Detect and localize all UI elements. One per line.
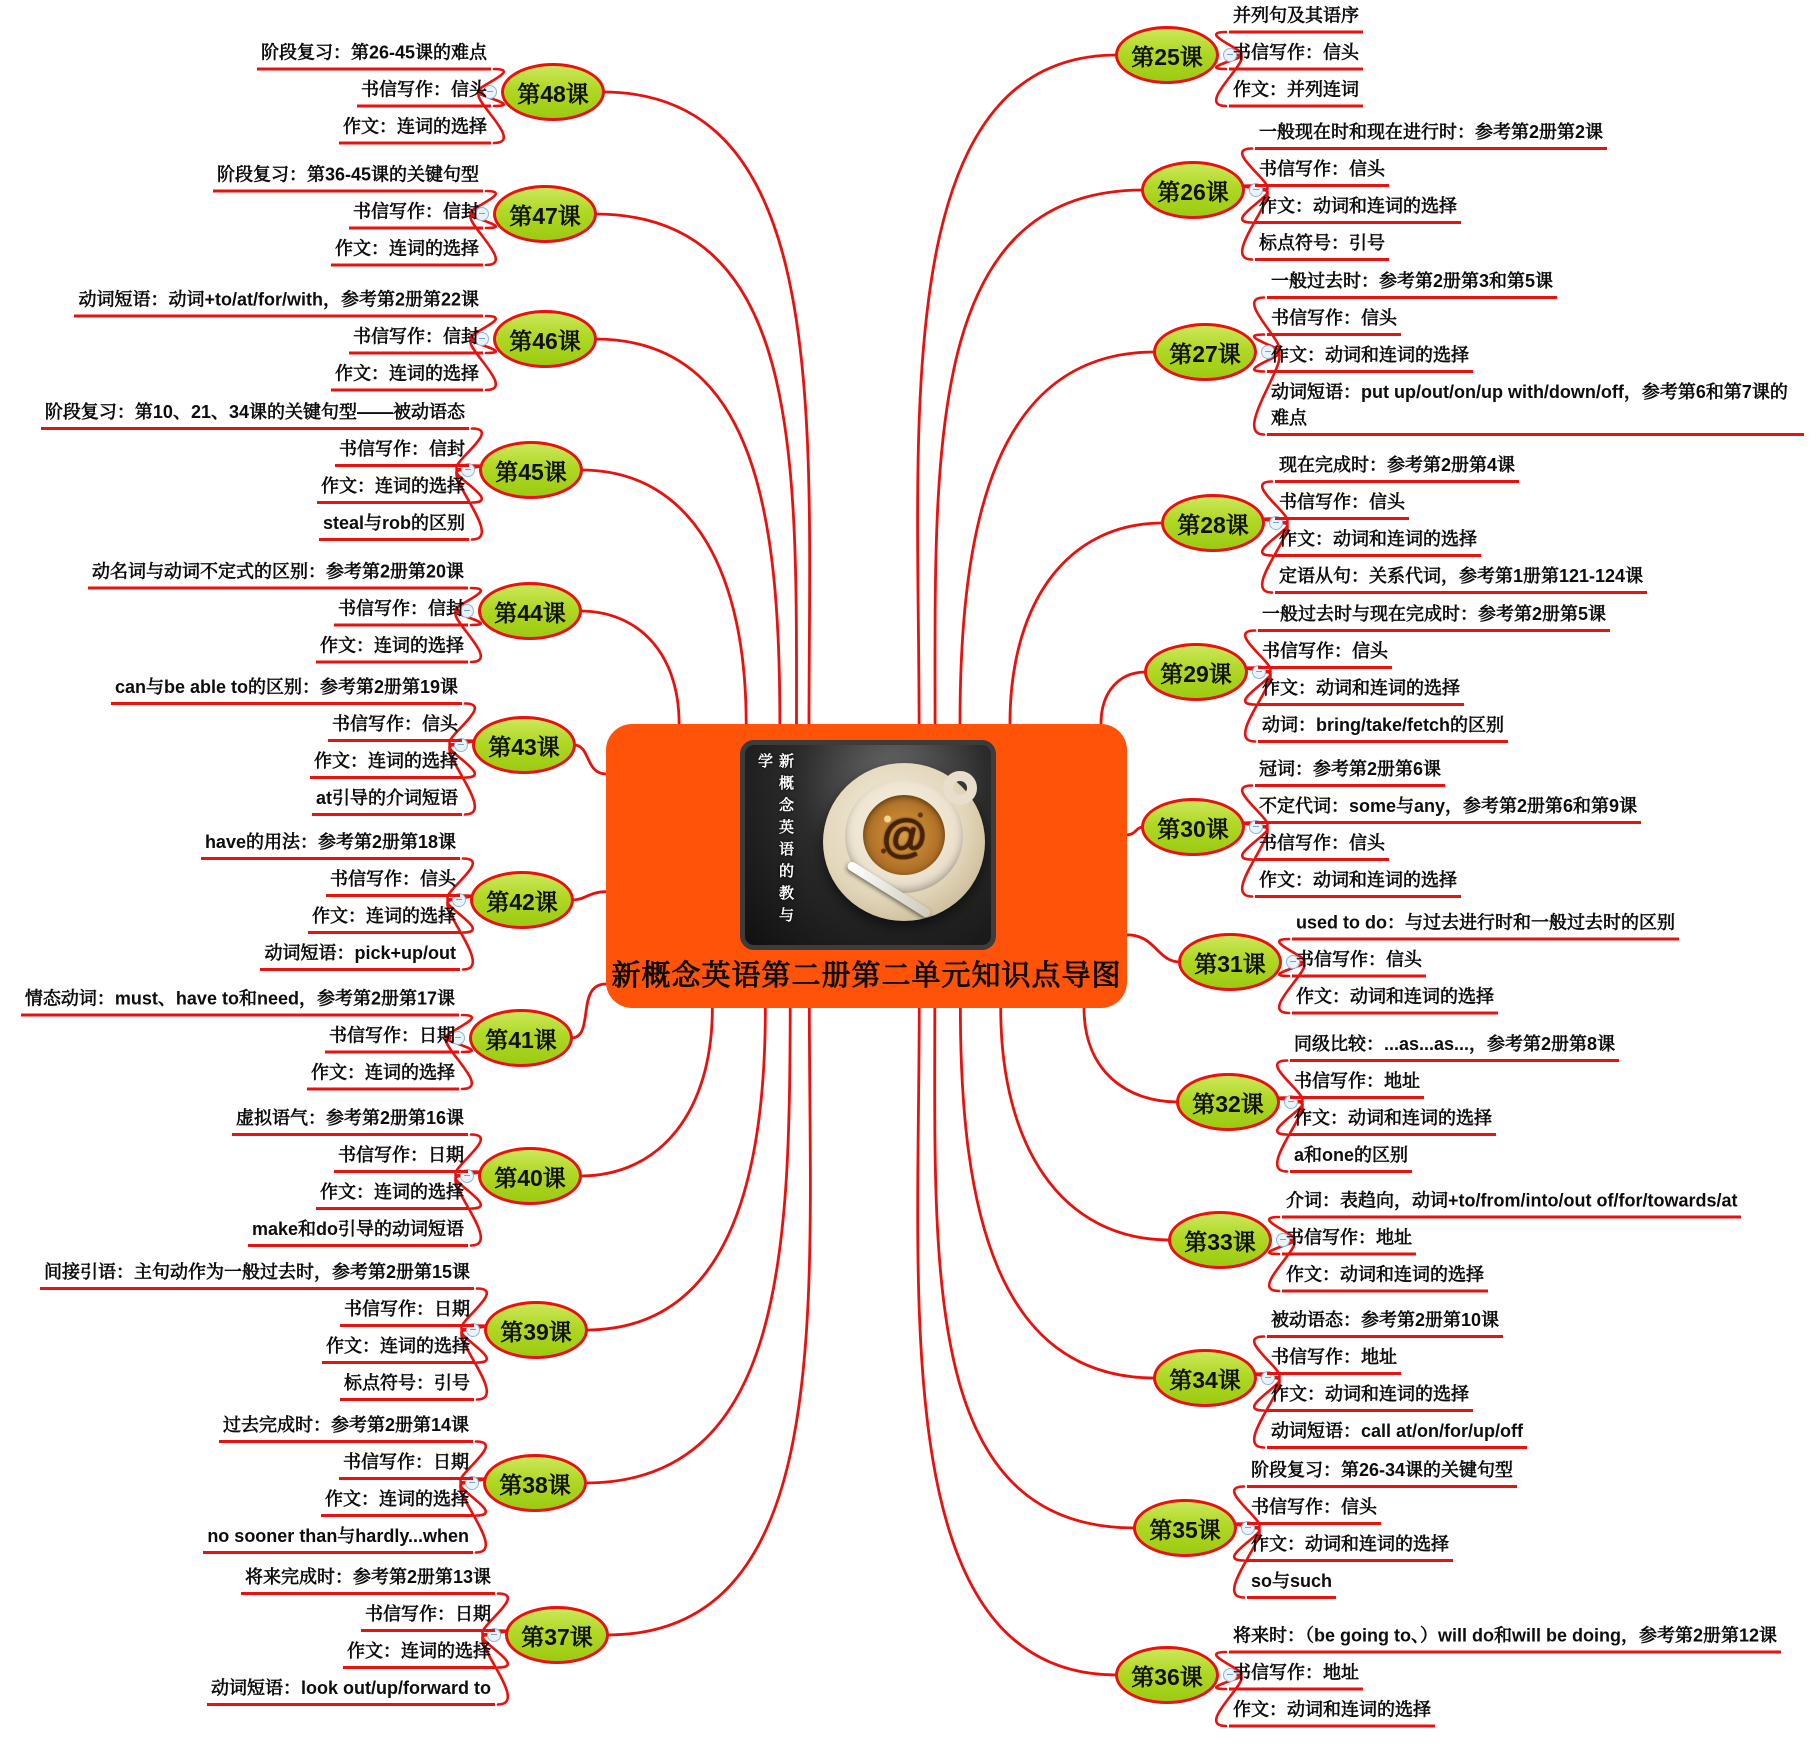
lesson-subtopics [207,1564,495,1706]
lesson-node[interactable]: 第45课 [479,441,583,499]
lesson-subtopics [1290,1031,1619,1173]
subtopic-item[interactable]: 定语从句：关系代词，参考第1册第121-124课 [1275,563,1647,594]
subtopic-item[interactable]: 作文：动词和连词的选择 [1290,1105,1496,1136]
subtopic-item[interactable]: 一般过去时：参考第2册第3和第5课 [1267,268,1557,299]
subtopic-item[interactable]: 过去完成时：参考第2册第14课 [219,1412,473,1443]
coffee-photo [740,740,996,950]
subtopic-item[interactable]: 作文：动词和连词的选择 [1267,342,1473,373]
lesson-subtopics [1292,910,1679,1015]
subtopic-item[interactable]: 书信写作：信封 [349,324,483,355]
lesson-node[interactable]: 第31课 [1178,933,1282,991]
lesson-node[interactable]: 第38课 [483,1454,587,1512]
subtopic-item[interactable]: 作文：连词的选择 [310,748,462,779]
subtopic-item[interactable]: 动词短语：call at/on/for/up/off [1267,1418,1527,1449]
subtopic-item[interactable]: 动词短语：put up/out/on/up with/down/off，参考第6和第7课的难点 [1267,379,1804,436]
subtopic-item[interactable]: 情态动词：must、have to和need，参考第2册第17课 [21,986,459,1017]
subtopic-item[interactable]: no sooner than与hardly...when [203,1523,473,1554]
lesson-subtopics [1258,601,1610,743]
subtopic-item[interactable]: 阶段复习：第10、21、34课的关键句型——被动语态 [41,399,469,430]
lesson-subtopics [1229,3,1363,108]
subtopic-item[interactable]: 书信写作：信头 [328,711,462,742]
subtopic-item[interactable]: 书信写作：信头 [1229,40,1363,71]
subtopic-item[interactable]: 书信写作：日期 [334,1142,468,1173]
subtopic-item[interactable]: 书信写作：信头 [1247,1494,1381,1525]
subtopic-item[interactable]: 同级比较：...as...as...，参考第2册第8课 [1290,1031,1619,1062]
subtopic-item[interactable]: 介词：表趋向，动词+to/from/into/out of/for/towards/at [1282,1188,1741,1219]
lesson-node[interactable]: 第32课 [1176,1073,1280,1131]
subtopic-item[interactable]: 书信写作：日期 [361,1601,495,1632]
subtopic-item[interactable]: 作文：连词的选择 [331,361,483,392]
map-title: 新概念英语第二册第二单元知识点导图 [611,960,1122,992]
subtopic-item[interactable]: 动词短语：pick+up/out [260,940,460,971]
lesson-node[interactable]: 第47课 [493,185,597,243]
lesson-subtopics [1255,756,1641,898]
lesson-subtopics [111,674,462,816]
subtopic-item[interactable]: 将来完成时：参考第2册第13课 [241,1564,495,1595]
subtopic-item[interactable]: 作文：连词的选择 [316,633,468,664]
subtopic-item[interactable]: 书信写作：信封 [335,436,469,467]
lesson-subtopics [1229,1623,1781,1728]
subtopic-item[interactable]: 书信写作：日期 [325,1023,459,1054]
subtopic-item[interactable]: 动词：bring/take/fetch的区别 [1258,712,1508,743]
lesson-subtopics [1267,1307,1527,1449]
subtopic-item[interactable]: 作文：连词的选择 [321,1486,473,1517]
subtopic-item[interactable]: 阶段复习：第26-45课的难点 [257,40,491,71]
lesson-subtopics [1255,119,1607,261]
lesson-subtopics [74,287,483,392]
lesson-subtopics [257,40,491,145]
lesson-node[interactable]: 第39课 [484,1301,588,1359]
coffee-surface [863,795,945,875]
lesson-subtopics [1275,452,1647,594]
lesson-node[interactable]: 第35课 [1133,1499,1237,1557]
subtopic-item[interactable]: steal与rob的区别 [319,510,469,541]
subtopic-item[interactable]: 书信写作：地址 [1267,1344,1401,1375]
subtopic-item[interactable]: 作文：连词的选择 [331,236,483,267]
lesson-subtopics [88,559,468,664]
subtopic-item[interactable]: 书信写作：信封 [334,596,468,627]
subtopic-item[interactable]: 书信写作：信头 [1275,489,1409,520]
subtopic-item[interactable]: 作文：连词的选择 [343,1638,495,1669]
subtopic-item[interactable]: 作文：动词和连词的选择 [1255,867,1461,898]
subtopic-item[interactable]: 书信写作：信封 [349,199,483,230]
subtopic-item[interactable]: 书信写作：日期 [340,1296,474,1327]
lesson-node[interactable]: 第44课 [478,582,582,640]
lesson-node[interactable]: 第48课 [501,63,605,121]
subtopic-item[interactable]: 并列句及其语序 [1229,3,1363,34]
subtopic-item[interactable]: at引导的介词短语 [312,785,462,816]
lesson-subtopics [213,162,483,267]
subtopic-item[interactable]: 阶段复习：第36-45课的关键句型 [213,162,483,193]
subtopic-item[interactable]: 作文：连词的选择 [339,114,491,145]
lesson-node[interactable]: 第46课 [493,310,597,368]
subtopic-item[interactable]: 书信写作：信头 [1255,156,1389,187]
subtopic-item[interactable]: 书信写作：信头 [357,77,491,108]
subtopic-item[interactable]: so与such [1247,1568,1336,1599]
subtopic-item[interactable]: 间接引语：主句动作为一般过去时，参考第2册第15课 [40,1259,474,1290]
subtopic-item[interactable]: 冠词：参考第2册第6课 [1255,756,1445,787]
subtopic-item[interactable]: 一般现在时和现在进行时：参考第2册第2课 [1255,119,1607,150]
lesson-node[interactable]: 第43课 [472,716,576,774]
subtopic-item[interactable]: 书信写作：地址 [1290,1068,1424,1099]
lesson-node[interactable]: 第30课 [1141,798,1245,856]
subtopic-item[interactable]: 作文：动词和连词的选择 [1255,193,1461,224]
subtopic-item[interactable]: 书信写作：信头 [1255,830,1389,861]
lesson-subtopics [1282,1188,1741,1293]
subtopic-item[interactable]: 作文：并列连词 [1229,77,1363,108]
subtopic-item[interactable]: 书信写作：信头 [1258,638,1392,669]
subtopic-item[interactable]: 作文：动词和连词的选择 [1267,1381,1473,1412]
lesson-subtopics [40,1259,474,1401]
lesson-subtopics [232,1105,468,1247]
subtopic-item[interactable]: 书信写作：信头 [326,866,460,897]
lesson-node[interactable]: 第27课 [1153,323,1257,381]
subtopic-item[interactable]: 作文：动词和连词的选择 [1282,1262,1488,1293]
subtopic-item[interactable]: make和do引导的动词短语 [248,1216,468,1247]
lesson-node[interactable]: 第34课 [1153,1349,1257,1407]
subtopic-item[interactable]: 动名词与动词不定式的区别：参考第2册第20课 [88,559,468,590]
lesson-subtopics [1267,268,1804,436]
lesson-node[interactable]: 第41课 [469,1009,573,1067]
central-topic[interactable] [606,724,1127,1008]
subtopic-item[interactable]: 标点符号：引号 [340,1370,474,1401]
subtopic-item[interactable]: 书信写作：信头 [1292,947,1426,978]
at-symbol: @ [881,809,927,861]
subtopic-item[interactable]: 动词短语：动词+to/at/for/with，参考第2册第22课 [74,287,483,318]
subtopic-item[interactable]: 作文：连词的选择 [316,1179,468,1210]
lesson-subtopics [203,1412,473,1554]
subtopic-item[interactable]: 书信写作：地址 [1282,1225,1416,1256]
subtopic-item[interactable]: 一般过去时与现在完成时：参考第2册第5课 [1258,601,1610,632]
subtopic-item[interactable]: 作文：动词和连词的选择 [1292,984,1498,1015]
lesson-node[interactable]: 第28课 [1161,494,1265,552]
subtopic-item[interactable]: 虚拟语气：参考第2册第16课 [232,1105,468,1136]
subtopic-item[interactable]: 被动语态：参考第2册第10课 [1267,1307,1503,1338]
subtopic-item[interactable]: 作文：连词的选择 [307,1060,459,1091]
subtopic-item[interactable]: 作文：动词和连词的选择 [1229,1697,1435,1728]
lesson-node[interactable]: 第40课 [478,1147,582,1205]
subtopic-item[interactable]: 作文：连词的选择 [317,473,469,504]
photo-vertical-caption: 新概念英语的教与学 [756,753,795,929]
lesson-node[interactable]: 第29课 [1144,643,1248,701]
lesson-node[interactable]: 第25课 [1115,26,1219,84]
subtopic-item[interactable]: 标点符号：引号 [1255,230,1389,261]
lesson-subtopics [41,399,469,541]
subtopic-item[interactable]: 动词短语：look out/up/forward to [207,1675,495,1706]
subtopic-item[interactable]: 将来时：（be going to、）will do和will be doing，参考第2册第12课 [1229,1623,1781,1654]
lesson-subtopics [201,829,460,971]
subtopic-item[interactable]: used to do：与过去进行时和一般过去时的区别 [1292,910,1679,941]
subtopic-item[interactable]: 作文：连词的选择 [308,903,460,934]
subtopic-item[interactable]: can与be able to的区别：参考第2册第19课 [111,674,462,705]
subtopic-item[interactable]: 作文：动词和连词的选择 [1275,526,1481,557]
lesson-node[interactable]: 第37课 [505,1606,609,1664]
subtopic-item[interactable]: 作文：动词和连词的选择 [1258,675,1464,706]
subtopic-item[interactable]: have的用法：参考第2册第18课 [201,829,460,860]
subtopic-item[interactable]: 阶段复习：第26-34课的关键句型 [1247,1457,1517,1488]
subtopic-item[interactable]: 书信写作：地址 [1229,1660,1363,1691]
subtopic-item[interactable]: 作文：动词和连词的选择 [1247,1531,1453,1562]
subtopic-item[interactable]: 不定代词：some与any，参考第2册第6和第9课 [1255,793,1641,824]
lesson-subtopics [1247,1457,1517,1599]
subtopic-item[interactable]: 书信写作：日期 [339,1449,473,1480]
subtopic-item[interactable]: 书信写作：信头 [1267,305,1401,336]
lesson-node[interactable]: 第42课 [470,871,574,929]
lesson-node[interactable]: 第36课 [1115,1646,1219,1704]
lesson-node[interactable]: 第26课 [1141,161,1245,219]
subtopic-item[interactable]: 现在完成时：参考第2册第4课 [1275,452,1519,483]
lesson-node[interactable]: 第33课 [1168,1211,1272,1269]
subtopic-item[interactable]: a和one的区别 [1290,1142,1412,1173]
cup-handle-shape [943,771,977,805]
subtopic-item[interactable]: 作文：连词的选择 [322,1333,474,1364]
lesson-subtopics [21,986,459,1091]
